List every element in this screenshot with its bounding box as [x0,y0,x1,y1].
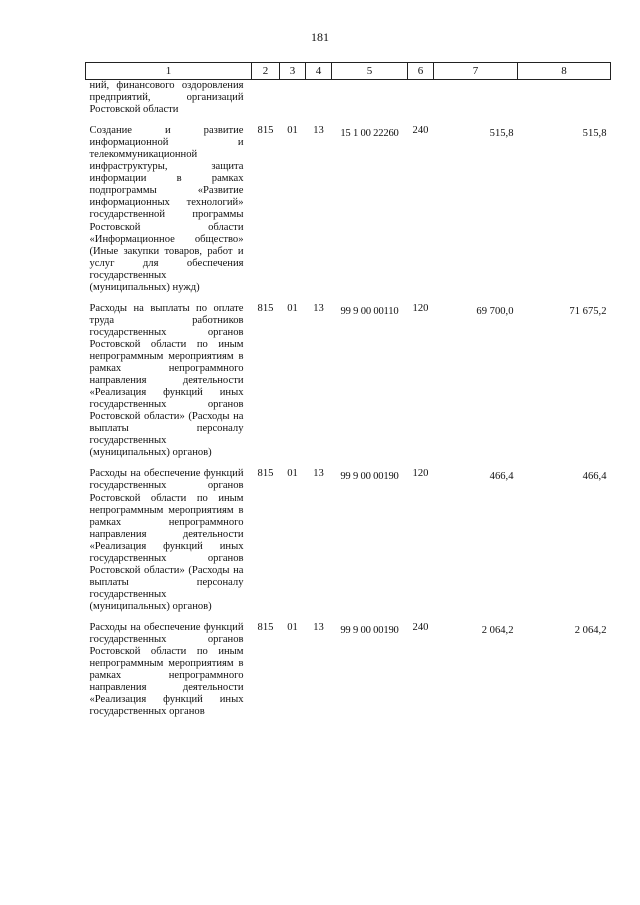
header-cell: 8 [518,63,611,80]
header-cell: 7 [434,63,518,80]
row-csr: 99 9 00 00190 [340,471,399,483]
row-ved: 815 [257,468,274,480]
row-sum-2: 2 064,2 [574,624,607,636]
header-cell: 5 [332,63,408,80]
table-row [86,468,611,622]
row-ved: 815 [257,621,274,633]
header-cell: 1 [86,63,252,80]
row-csr: 99 9 00 00190 [340,624,399,636]
table-row [86,125,611,303]
header-cell: 4 [306,63,332,80]
row-sum-1 [434,80,518,126]
table-row [86,80,611,126]
header-row [86,63,611,80]
row-pr: 13 [313,468,324,480]
row-rz: 01 [287,302,298,314]
row-rz: 01 [287,468,298,480]
table-row [86,622,611,727]
row-rz: 01 [287,621,298,633]
row-name: Расходы на обеспечение функций государственных органов Ростовской области по иным непрограммным мероприятиям в рамках непрограммного направления деятельности «Реализация функций иных государственных органов [89,621,244,718]
row-sum-2: 71 675,2 [569,305,607,317]
row-csr [332,80,408,126]
row-name: ний, финансового оздоровления предприятий, организаций Ростовской области [89,80,244,116]
row-pr: 13 [313,621,324,633]
header-cell: 2 [252,63,280,80]
row-sum-2: 515,8 [582,128,607,140]
row-sum-2 [518,80,611,126]
row-sum-1: 515,8 [489,128,514,140]
row-sum-1: 69 700,0 [476,305,514,317]
row-name: Расходы на выплаты по оплате труда работников государственных органов Ростовской области по иным непрограммным мероприятиям в рамках непрограммного направления деятельности «Реализация функций иных государственных органов Ростовской области» (Расходы на выплаты персоналу государственных (муниципальных) органов) [89,302,244,459]
row-pr: 13 [313,125,324,137]
row-name: Расходы на обеспечение функций государственных органов Ростовской области по иным непрограммным мероприятиям в рамках непрограммного направления деятельности «Реализация функций иных государственных органов Ростовской области» (Расходы на выплаты персоналу государственных (муниципальных) органов) [89,468,244,612]
budget-table [85,62,611,727]
row-rz: 01 [287,125,298,137]
row-vr: 120 [412,302,429,314]
row-sum-1: 466,4 [489,471,514,483]
row-rz [280,80,306,126]
row-ved: 815 [257,302,274,314]
row-ved [252,80,280,126]
row-csr: 99 9 00 00110 [340,305,399,317]
header-cell: 3 [280,63,306,80]
row-vr: 240 [412,621,429,633]
row-vr [408,80,434,126]
row-sum-2: 466,4 [582,471,607,483]
row-vr: 240 [412,125,429,137]
page-number: 181 [311,30,329,44]
table-row [86,303,611,469]
row-pr: 13 [313,302,324,314]
row-csr: 15 1 00 22260 [340,128,399,140]
header-cell: 6 [408,63,434,80]
row-pr [306,80,332,126]
row-ved: 815 [257,125,274,137]
row-vr: 120 [412,468,429,480]
row-sum-1: 2 064,2 [481,624,514,636]
row-name: Создание и развитие информационной и телекоммуникационной инфраструктуры, защита информации в рамках подпрограммы «Развитие информационных технологий» государственной программы Ростовской области «Информационное общество» (Иные закупки товаров, работ и услуг для обеспечения государственных (муниципальных) нужд) [89,125,244,293]
